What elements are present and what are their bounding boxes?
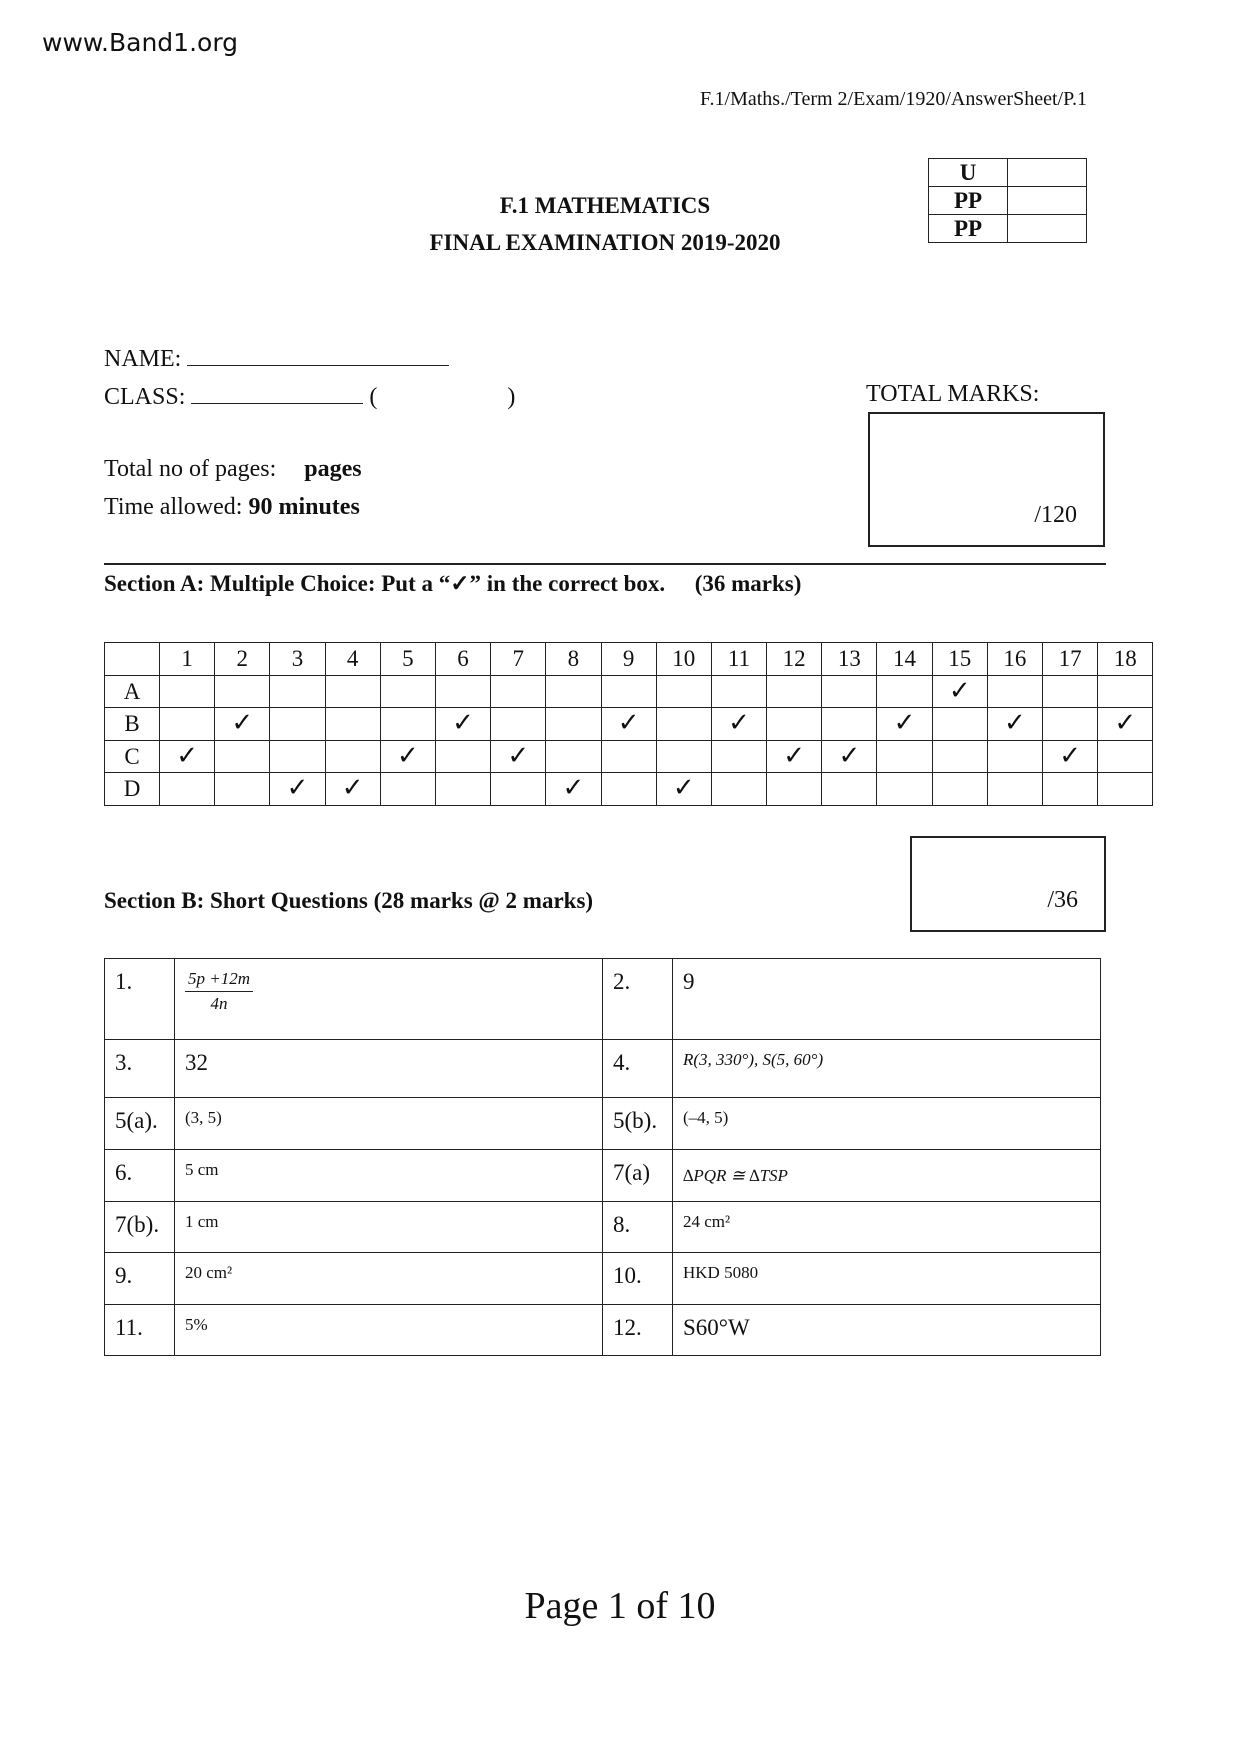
answer-cell[interactable] <box>435 740 490 773</box>
answer-cell: 9 <box>673 959 1101 1040</box>
column-header: 12 <box>767 643 822 676</box>
fraction-numerator: 5p +12m <box>185 969 253 992</box>
column-header: 6 <box>435 643 490 676</box>
section-a-marks-value: /36 <box>1047 887 1078 913</box>
time-label: Time allowed: <box>104 494 243 520</box>
answer-cell[interactable] <box>1043 675 1098 708</box>
total-marks-value: /120 <box>1034 502 1077 528</box>
question-number: 4. <box>603 1040 673 1098</box>
page-number: Page 1 of 10 <box>524 1585 716 1627</box>
column-header: 5 <box>380 643 435 676</box>
answer-cell[interactable] <box>491 773 546 806</box>
question-number: 12. <box>603 1305 673 1356</box>
table-row <box>105 1098 1101 1150</box>
answer-cell[interactable] <box>877 675 932 708</box>
answer-cell[interactable] <box>160 773 215 806</box>
answer-cell[interactable] <box>215 773 270 806</box>
question-number: 5(b). <box>603 1098 673 1150</box>
column-header: 11 <box>711 643 766 676</box>
answer-tick-cell[interactable]: ✓ <box>160 740 215 773</box>
table-row <box>105 1305 1101 1356</box>
answer-tick-cell[interactable]: ✓ <box>215 708 270 741</box>
section-a-heading <box>104 571 801 597</box>
question-number: 10. <box>603 1253 673 1305</box>
column-header: 1 <box>160 643 215 676</box>
pages-label: Total no of pages: <box>104 456 277 482</box>
class-label: CLASS: <box>104 384 186 410</box>
answer-cell[interactable] <box>270 708 325 741</box>
answer-tick-cell[interactable]: ✓ <box>325 773 380 806</box>
answer-cell[interactable] <box>932 740 987 773</box>
answer-tick-cell[interactable]: ✓ <box>546 773 601 806</box>
table-row <box>105 708 1153 741</box>
answer-cell <box>175 959 603 1040</box>
question-number: 2. <box>603 959 673 1040</box>
answer-cell: (3, 5) <box>175 1098 603 1150</box>
exam-title: F.1 MATHEMATICS <box>499 193 711 218</box>
table-row <box>105 1202 1101 1253</box>
section-b-title: Section B: Short Questions (28 marks @ 2 marks) <box>104 888 594 913</box>
column-header: 2 <box>215 643 270 676</box>
answer-cell: S60°W <box>673 1305 1101 1356</box>
answer-cell: 32 <box>175 1040 603 1098</box>
column-header: 9 <box>601 643 656 676</box>
question-number: 11. <box>105 1305 175 1356</box>
column-header: 10 <box>656 643 711 676</box>
row-header: C <box>105 740 160 773</box>
answer-cell[interactable] <box>877 773 932 806</box>
name-field[interactable] <box>187 343 449 366</box>
class-row <box>104 381 515 411</box>
answer-cell[interactable] <box>767 708 822 741</box>
answer-cell[interactable] <box>325 675 380 708</box>
answer-cell[interactable] <box>656 708 711 741</box>
fraction-answer <box>185 969 253 1014</box>
answer-cell[interactable] <box>1043 708 1098 741</box>
answer-cell[interactable] <box>491 675 546 708</box>
section-a-marks-box <box>910 836 1106 932</box>
exam-subtitle: FINAL EXAMINATION 2019-2020 <box>429 230 781 255</box>
question-number: 7(a) <box>603 1150 673 1202</box>
class-number-open: ( <box>369 384 378 410</box>
question-number: 7(b). <box>105 1202 175 1253</box>
question-number: 3. <box>105 1040 175 1098</box>
table-row <box>105 675 1153 708</box>
answer-cell[interactable] <box>987 740 1042 773</box>
column-header: 4 <box>325 643 380 676</box>
answer-cell: ∆PQR ≅ ∆TSP <box>673 1150 1101 1202</box>
answer-tick-cell[interactable]: ✓ <box>491 740 546 773</box>
answer-cell[interactable] <box>325 740 380 773</box>
answer-cell: (–4, 5) <box>673 1098 1101 1150</box>
row-header: A <box>105 675 160 708</box>
answer-cell[interactable] <box>325 708 380 741</box>
answer-tick-cell[interactable]: ✓ <box>601 708 656 741</box>
multiple-choice-grid <box>104 642 1153 806</box>
answer-cell: 5 cm <box>175 1150 603 1202</box>
answer-cell[interactable] <box>767 773 822 806</box>
answer-cell[interactable] <box>1098 740 1153 773</box>
answer-cell[interactable] <box>270 740 325 773</box>
answer-tick-cell[interactable]: ✓ <box>932 675 987 708</box>
answer-tick-cell[interactable]: ✓ <box>822 740 877 773</box>
answer-tick-cell[interactable]: ✓ <box>380 740 435 773</box>
answer-cell: R(3, 330°), S(5, 60°) <box>673 1040 1101 1098</box>
answer-cell[interactable] <box>601 773 656 806</box>
column-header: 13 <box>822 643 877 676</box>
answer-cell[interactable] <box>711 773 766 806</box>
answer-cell[interactable] <box>601 740 656 773</box>
watermark-text: www.Band1.org <box>42 28 239 57</box>
fraction-denominator: 4n <box>210 994 228 1013</box>
answer-cell[interactable] <box>767 675 822 708</box>
answer-tick-cell[interactable]: ✓ <box>1043 740 1098 773</box>
answer-cell: 20 cm² <box>175 1253 603 1305</box>
row-header: B <box>105 708 160 741</box>
answer-cell[interactable] <box>1043 773 1098 806</box>
column-header: 15 <box>932 643 987 676</box>
marker-value-cell <box>1008 159 1087 187</box>
answer-cell[interactable] <box>546 740 601 773</box>
time-value: 90 minutes <box>248 494 360 520</box>
answer-cell: 1 cm <box>175 1202 603 1253</box>
section-a-marks: (36 marks) <box>694 571 802 596</box>
answer-cell[interactable] <box>270 675 325 708</box>
table-row <box>105 959 1101 1040</box>
answer-cell[interactable] <box>601 675 656 708</box>
marker-box <box>928 158 1087 243</box>
answer-cell[interactable] <box>435 773 490 806</box>
answer-tick-cell[interactable]: ✓ <box>877 708 932 741</box>
marker-label: PP <box>929 215 1008 243</box>
question-number: 5(a). <box>105 1098 175 1150</box>
answer-cell[interactable] <box>877 740 932 773</box>
pages-value: pages <box>304 456 362 482</box>
answer-cell[interactable] <box>380 773 435 806</box>
table-row <box>105 1150 1101 1202</box>
row-header: D <box>105 773 160 806</box>
answer-cell[interactable] <box>932 773 987 806</box>
answer-tick-cell[interactable]: ✓ <box>435 708 490 741</box>
answer-cell[interactable] <box>822 773 877 806</box>
answer-cell[interactable] <box>160 708 215 741</box>
answer-cell[interactable] <box>711 740 766 773</box>
answer-cell[interactable] <box>546 675 601 708</box>
document-reference: F.1/Maths./Term 2/Exam/1920/AnswerSheet/P.1 <box>700 88 1087 110</box>
marker-label: U <box>929 159 1008 187</box>
table-row <box>105 1040 1101 1098</box>
divider <box>104 563 1106 565</box>
answer-cell[interactable] <box>1098 675 1153 708</box>
answer-cell[interactable] <box>987 773 1042 806</box>
answer-cell[interactable] <box>711 675 766 708</box>
answer-cell[interactable] <box>160 675 215 708</box>
marker-value-cell <box>1008 215 1087 243</box>
pages-row <box>104 456 362 483</box>
question-number: 9. <box>105 1253 175 1305</box>
table-row <box>105 740 1153 773</box>
question-number: 8. <box>603 1202 673 1253</box>
table-row <box>105 773 1153 806</box>
marker-label: PP <box>929 187 1008 215</box>
column-header: 7 <box>491 643 546 676</box>
marker-value-cell <box>1008 187 1087 215</box>
column-header: 17 <box>1043 643 1098 676</box>
table-row <box>105 1253 1101 1305</box>
answer-cell[interactable] <box>380 708 435 741</box>
answer-cell[interactable] <box>215 740 270 773</box>
answer-cell[interactable] <box>656 675 711 708</box>
answer-cell[interactable] <box>932 708 987 741</box>
answer-cell[interactable] <box>215 675 270 708</box>
section-a-title: Section A: Multiple Choice: Put a “✓” in the correct box. <box>104 571 666 596</box>
answer-cell[interactable] <box>1098 773 1153 806</box>
answer-cell[interactable] <box>546 708 601 741</box>
answer-cell[interactable] <box>822 708 877 741</box>
time-row <box>104 494 360 521</box>
question-number: 6. <box>105 1150 175 1202</box>
short-questions-table <box>104 958 1101 1356</box>
class-number-close: ) <box>507 384 516 410</box>
answer-tick-cell[interactable]: ✓ <box>987 708 1042 741</box>
answer-cell[interactable] <box>987 675 1042 708</box>
column-header: 16 <box>987 643 1042 676</box>
answer-cell[interactable] <box>435 675 490 708</box>
answer-tick-cell[interactable]: ✓ <box>767 740 822 773</box>
column-header: 14 <box>877 643 932 676</box>
class-field[interactable] <box>191 381 363 404</box>
answer-tick-cell[interactable]: ✓ <box>270 773 325 806</box>
answer-tick-cell[interactable]: ✓ <box>711 708 766 741</box>
grid-corner <box>105 643 160 676</box>
column-header: 3 <box>270 643 325 676</box>
answer-cell: 5% <box>175 1305 603 1356</box>
answer-tick-cell[interactable]: ✓ <box>1098 708 1153 741</box>
column-header: 8 <box>546 643 601 676</box>
answer-cell[interactable] <box>656 740 711 773</box>
name-label: NAME: <box>104 346 182 372</box>
name-row <box>104 343 449 373</box>
answer-cell[interactable] <box>380 675 435 708</box>
question-number: 1. <box>105 959 175 1040</box>
total-marks-box <box>868 412 1105 547</box>
answer-cell[interactable] <box>822 675 877 708</box>
column-header: 18 <box>1098 643 1153 676</box>
answer-cell: 24 cm² <box>673 1202 1101 1253</box>
answer-cell: HKD 5080 <box>673 1253 1101 1305</box>
answer-tick-cell[interactable]: ✓ <box>656 773 711 806</box>
answer-cell[interactable] <box>491 708 546 741</box>
total-marks-label: TOTAL MARKS: <box>866 381 1040 407</box>
